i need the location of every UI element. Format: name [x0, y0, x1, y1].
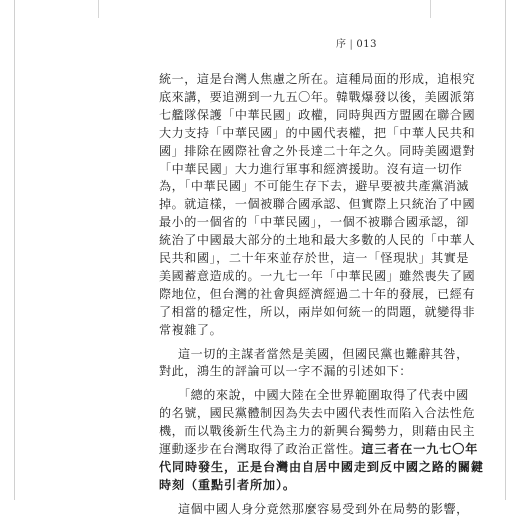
- text-line: 際地位，但台灣的社會與經濟經過二十年的發展，已經有: [159, 286, 476, 301]
- emphasis-line: 代同時發生，正是台灣由自居中國走到反中國之路的關鍵: [159, 459, 484, 474]
- text-line: 運動逐步在台灣取得了政治正當性。這三者在一九七〇年: [159, 442, 479, 456]
- text-line: 統治了中國最大部分的土地和最大多數的人民的「中華人: [159, 233, 476, 248]
- running-head-title: 序: [336, 39, 347, 50]
- text-line: 這一切的主謀者當然是美國，但國民黨也難辭其咎，: [178, 346, 469, 361]
- text-line: 底來講，要追溯到一九五〇年。韓戰爆發以後，美國派第: [159, 89, 476, 104]
- text-line: 的名號，國民黨體制因為失去中國代表性而陷入合法性危: [159, 406, 476, 421]
- emphasis-text: 這三者在一九七〇年: [361, 442, 479, 456]
- text-line: 最小的一個省的「中華民國」，一個不被聯合國承認，卻: [159, 215, 470, 230]
- text-line: 這個中國人身分竟然那麼容易受到外在局勢的影響，: [178, 501, 469, 516]
- page-edge-left: [14, 0, 15, 500]
- crop-mark-left: [98, 0, 99, 18]
- page-number: 013: [356, 39, 377, 50]
- running-head: [336, 35, 377, 50]
- emphasis-line: 時刻（重點引者所加）。: [159, 477, 296, 492]
- text-line: 國」排除在國際社會之外長達二十年之久。同時美國還對: [159, 143, 476, 158]
- crop-mark-right: [430, 0, 431, 18]
- text-line: 常複雜了。: [159, 322, 223, 337]
- text-line: 七艦隊保護「中華民國」政權，同時與西方盟國在聯合國: [159, 107, 476, 122]
- text-line: 掉。就這樣，一個被聯合國承認、但實際上只統治了中國: [159, 197, 476, 212]
- text-line: 大力支持「中華民國」的中國代表權，把「中華人民共和: [159, 125, 476, 140]
- running-head-separator: |: [349, 39, 354, 50]
- text-line: 民共和國」，二十年來並存於世，這一「怪現狀」其實是: [159, 251, 470, 265]
- text-line: 統一，這是台灣人焦慮之所在。這種局面的形成，追根究: [159, 72, 476, 86]
- page-edge-right: [505, 0, 506, 500]
- text-line: 美國蓄意造成的。一九七一年「中華民國」雖然喪失了國: [159, 268, 476, 283]
- text-line: 「總的來說，中國大陸在全世界範圍取得了代表中國: [178, 388, 469, 403]
- text-line: 了相當的穩定性，所以，兩岸如何統一的問題，就變得非: [159, 304, 476, 319]
- text-line: 對此，鴻生的評論可以一字不漏的引述如下：: [159, 364, 412, 379]
- text-line: 機，而以戰後新生代為主力的新興台獨勢力，則藉由民主: [159, 424, 476, 439]
- text-line: 「中華民國」大力進行軍事和經濟援助。沒有這一切作: [159, 161, 463, 176]
- text-line: 為，「中華民國」不可能生存下去，避早要被共產黨消滅: [159, 179, 470, 194]
